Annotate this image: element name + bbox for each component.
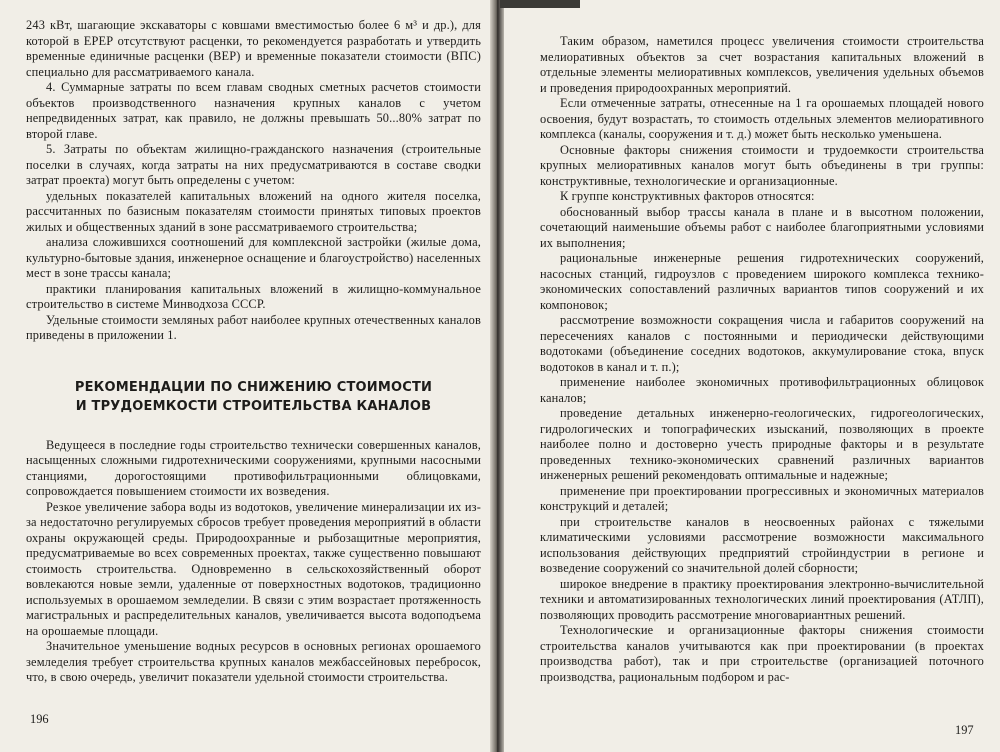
paragraph: 5. Затраты по объектам жилищно-гражданского назначения (строительные поселки в случаях, когда затраты на них предусматриваются в составе сводки затрат проекта) могут быть определены с учетом: (26, 142, 481, 187)
list-item: при строительстве каналов в неосвоенных районах с тяжелыми климатическими условиями рассмотрение возможности максимального использования действующих предприятий стройиндустрии в регионе и возведение сооружений со значительной долей сборности; (540, 514, 984, 575)
section-heading-line: РЕКОМЕНДАЦИИ ПО СНИЖЕНИЮ СТОИМОСТИ (74, 379, 433, 395)
paragraph: Если отмеченные затраты, отнесенные на 1 га орошаемых площадей нового освоения, будут возрастать, то стоимость отдельных элементов мелиоративного комплекса (каналы, сооружения и т. д.) может быть несколько уменьшена. (540, 96, 984, 141)
paragraph: Значительное уменьшение водных ресурсов в основных регионах орошаемого земледелия требует строительства крупных каналов межбассейновых перебросок, что, в свою очередь, увеличит показатели удельной стоимости строительства. (26, 639, 481, 684)
list-item: широкое внедрение в практику проектирования электронно-вычислительной техники и автоматизированных технологических линий проектирования (АТЛП), позволяющих проводить рассмотрение многовариантных решений. (540, 576, 984, 622)
right-page-text (540, 34, 984, 685)
paragraph: Удельные стоимости земляных работ наиболее крупных отечественных каналов приведены в приложении 1. (26, 312, 481, 342)
paragraph: Ведущееся в последние годы строительство технически совершенных каналов, насыщенных сложными гидротехническими сооружениями, крупными насосными станциями, дорогостоящими противофильтрационными облицовками, сопровождается повышением стоимости их возведения. (26, 437, 481, 498)
paragraph: удельных показателей капитальных вложений на одного жителя поселка, рассчитанных по базисным показателям стоимости принятых типовых проектов жилых и общественных зданий в зоне рассматриваемого строительства; (26, 188, 481, 234)
list-item: применение при проектировании прогрессивных и экономичных материалов конструкций и деталей; (540, 483, 984, 513)
book-gutter (490, 0, 504, 752)
page-number-right: 197 (955, 723, 974, 737)
paragraph: К группе конструктивных факторов относятся: (560, 189, 815, 203)
section-heading (26, 378, 481, 416)
section-heading-line: И ТРУДОЕМКОСТИ СТРОИТЕЛЬСТВА КАНАЛОВ (75, 398, 432, 414)
left-page-text (26, 18, 481, 686)
page-number-left: 196 (30, 712, 49, 726)
paragraph: 4. Суммарные затраты по всем главам сводных сметных расчетов стоимости объектов производственного назначения крупных каналов с учетом непредвиденных затрат, как правило, не должны превышать 50...80% затрат по второй главе. (26, 80, 481, 141)
paragraph: Технологические и организационные факторы снижения стоимости строительства каналов учитываются как при проектировании (в проектах производства работ), так и при строительстве (организацией поточного производства, рациональным подбором и рас- (540, 623, 984, 684)
paragraph: Основные факторы снижения стоимости и трудоемкости строительства крупных мелиоративных каналов могут быть объединены в три группы: конструктивные, технологические и организационные. (540, 142, 984, 188)
list-item: применение наиболее экономичных противофильтрационных облицовок каналов; (540, 375, 984, 405)
list-item: проведение детальных инженерно-геологических, гидрогеологических, гидрологических и топографических изысканий, позволяющих в проекте наиболее полно и достоверно учесть природные факторы и в результате проведенных технико-экономических сравнений различных вариантов инженерных решений рекомендовать оптимальные и надежные; (540, 406, 984, 482)
page-edge-shadow (500, 0, 580, 8)
list-item: рациональные инженерные решения гидротехнических сооружений, насосных станций, гидроузлов с проведением широкого комплекса технико-экономических сопоставлений различных вариантов типов сооружений и их компоновок; (540, 251, 984, 312)
paragraph: практики планирования капитальных вложений в жилищно-коммунальное строительство в системе Минводхоза СССР. (26, 281, 481, 311)
list-item: обоснованный выбор трассы канала в плане и в высотном положении, сочетающий наименьшие объемы работ с наиболее благоприятными условиями их выполнения; (540, 204, 984, 250)
paragraph: Таким образом, наметился процесс увеличения стоимости строительства мелиоративных объектов за счет возрастания капитальных вложений в отдельные элементы мелиоративных комплексов, увеличения удельных объемов и проведения природоохранных мероприятий. (540, 34, 984, 95)
left-page (0, 0, 493, 752)
list-item: рассмотрение возможности сокращения числа и габаритов сооружений на пересечениях каналов с постоянными и периодически действующими водотоками (объединение соседних водотоков, аккумулирование стока, впуск водотоков в канал и т. п.); (540, 313, 984, 374)
paragraph: анализа сложившихся соотношений для комплексной застройки (жилые дома, культурно-бытовые здания, инженерное оснащение и благоустройство) населенных мест в зоне трассы канала; (26, 235, 481, 280)
paragraph: 243 кВт, шагающие экскаваторы с ковшами вместимостью более 6 м³ и др.), для которой в ЕРЕР отсутствуют расценки, то рекомендуется разработать и утвердить временные единичные расценки (ВЕР) и временные показатели стоимости (ВПС) специально для рассматриваемого канала. (26, 18, 481, 79)
paragraph: Резкое увеличение забора воды из водотоков, увеличение минерализации их из-за недостаточно регулируемых сбросов требует проведения мероприятий в области охраны окружающей среды. Природоохранные и рыбозащитные мероприятия, предусматриваемые во всех современных проектах, также существенно повышают стоимость строительства. Одновременно в сельскохозяйственный оборот вовлекаются новые земли, удаленные от поверхностных водотоков, традиционно используемых в орошаемом земледелии. В связи с этим возрастает протяженность магистральных и распределительных каналов, увеличивается высота водоподъема на орошаемые площади. (26, 499, 481, 638)
right-page (500, 0, 1000, 752)
